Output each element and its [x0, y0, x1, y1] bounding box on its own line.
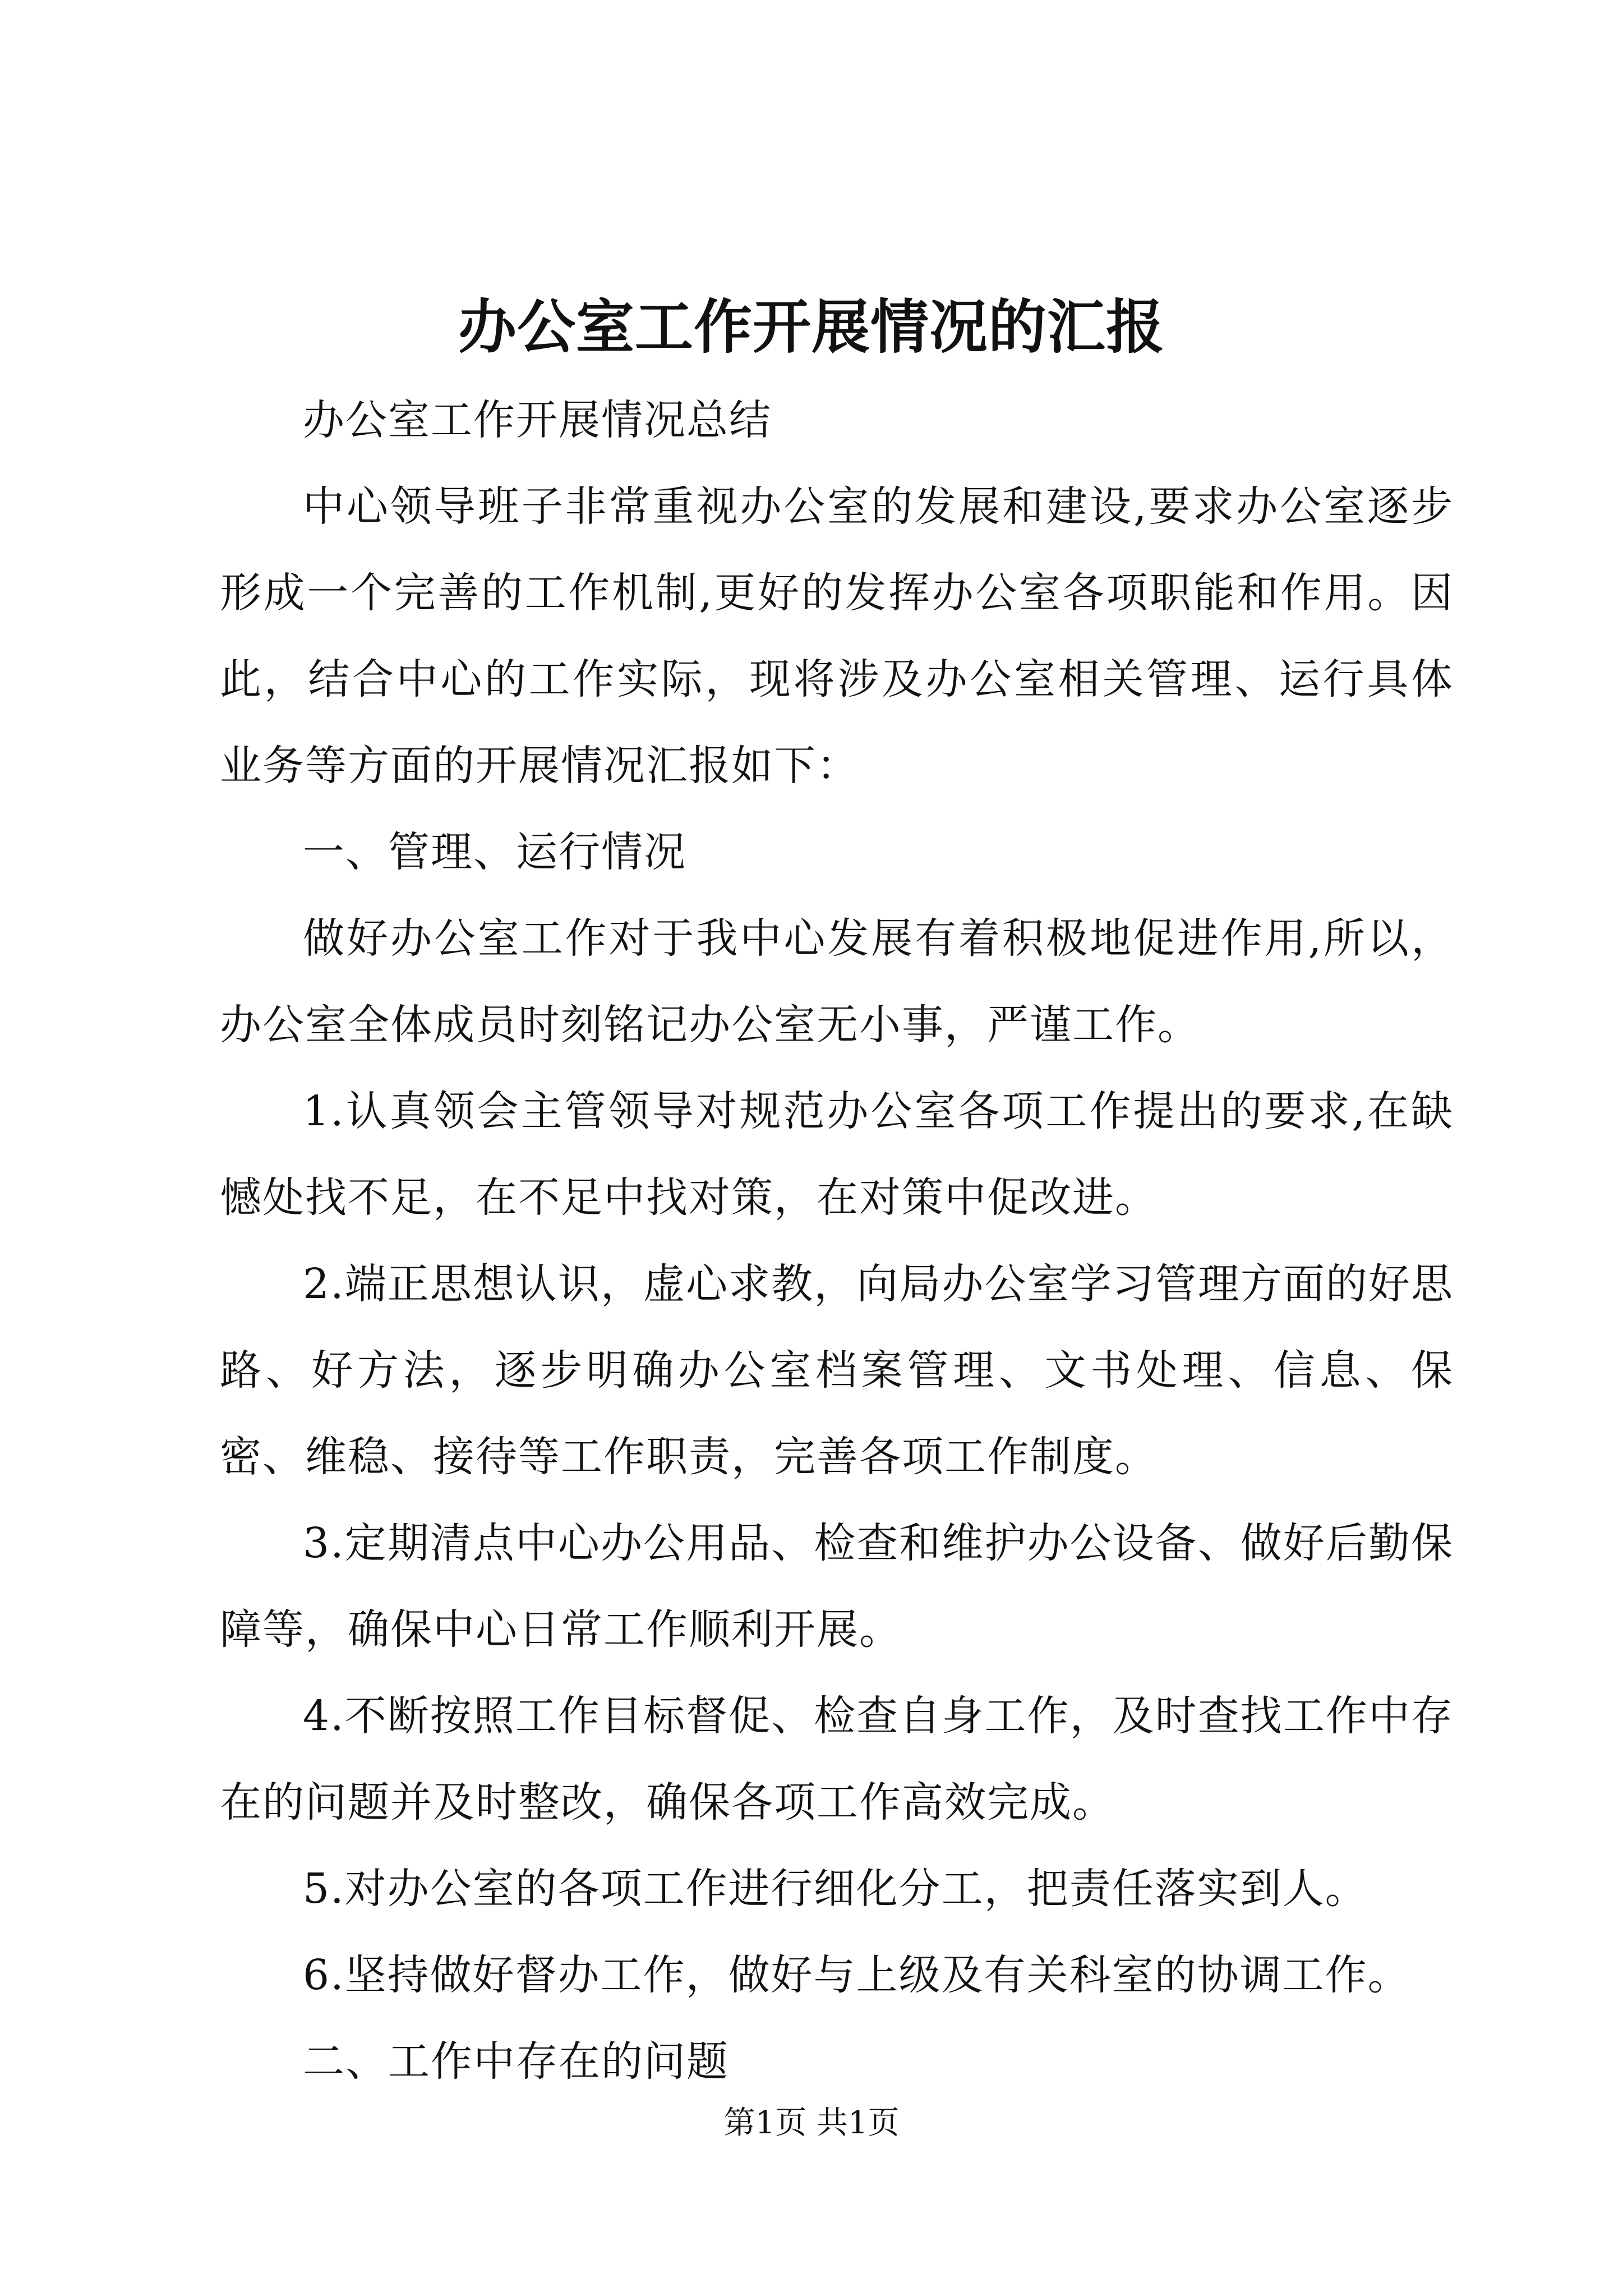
section-1-paragraph: 做好办公室工作对于我中心发展有着积极地促进作用,所以，办公室全体成员时刻铭记办公室无小事，严谨工作。 [220, 914, 1454, 1049]
list-item-6: 6.坚持做好督办工作，做好与上级及有关科室的协调工作。 [303, 1951, 1410, 1999]
subtitle-paragraph: 办公室工作开展情况总结 [303, 396, 772, 444]
list-item-4: 4.不断按照工作目标督促、检查自身工作，及时查找工作中存在的问题并及时整改，确保各项工作高效完成。 [220, 1692, 1454, 1826]
intro-paragraph: 中心领导班子非常重视办公室的发展和建设,要求办公室逐步形成一个完善的工作机制,更好的发挥办公室各项职能和作用。因此，结合中心的工作实际，现将涉及办公室相关管理、运行具体业务等方面的开展情况汇报如下： [220, 482, 1454, 790]
section-heading-1: 一、管理、运行情况 [303, 828, 686, 876]
list-item-5: 5.对办公室的各项工作进行细化分工，把责任落实到人。 [303, 1865, 1368, 1913]
list-item-2: 2.端正思想认识，虚心求教，向局办公室学习管理方面的好思路、好方法，逐步明确办公室档案管理、文书处理、信息、保密、维稳、接待等工作职责，完善各项工作制度。 [220, 1260, 1454, 1481]
page-footer: 第1页 共1页 [723, 2105, 900, 2141]
document-body [220, 377, 1454, 2105]
section-heading-2: 二、工作中存在的问题 [303, 2037, 729, 2086]
list-item-1: 1.认真领会主管领导对规范办公室各项工作提出的要求,在缺憾处找不足，在不足中找对策，在对策中促改进。 [220, 1087, 1454, 1222]
document-title: 办公室工作开展情况的汇报 [458, 292, 1165, 361]
list-item-3: 3.定期清点中心办公用品、检查和维护办公设备、做好后勤保障等，确保中心日常工作顺利开展。 [220, 1519, 1454, 1654]
